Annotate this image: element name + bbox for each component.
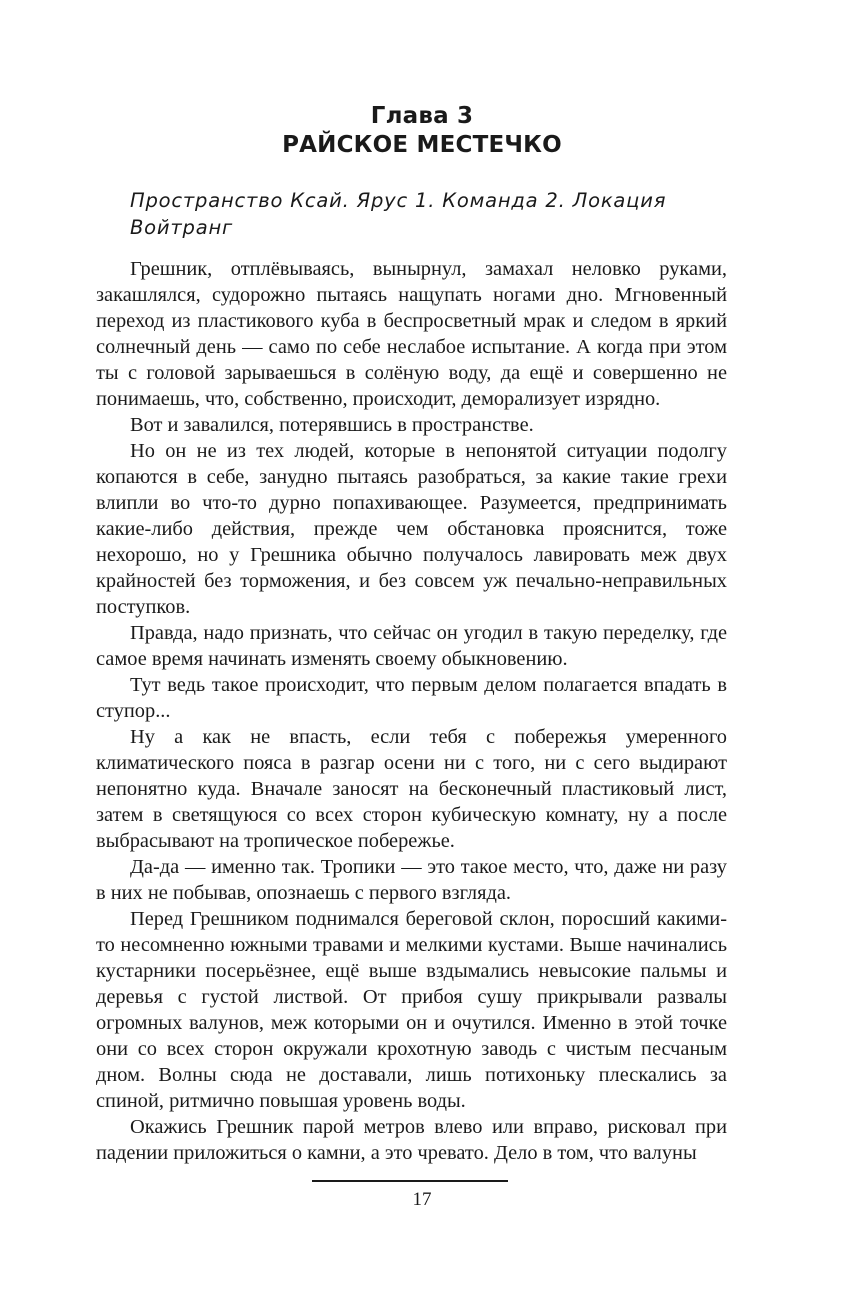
paragraph: Но он не из тех людей, которые в непонятой ситуации подолгу копаются в себе, занудно пытаясь разобраться, за какие такие грехи влипли во что-то дурно попахивающее. Разумеется, предпринимать какие-либо действия, прежде чем обстановка прояснится, тоже нехорошо, но у Грешника обычно получалось лавировать меж двух крайностей без торможения, и без совсем уж печально-неправильных поступков. [96, 440, 727, 618]
paragraph: Правда, надо признать, что сейчас он угодил в такую переделку, где самое время начинать изменять своему обыкновению. [96, 622, 727, 670]
location-subtitle: Пространство Ксай. Ярус 1. Команда 2. Локация Войтранг [130, 189, 667, 239]
paragraph: Да-да — именно так. Тропики — это такое место, что, даже ни разу в них не побывав, опознаешь с первого взгляда. [96, 856, 727, 904]
paragraph: Вот и завалился, потерявшись в пространстве. [130, 414, 534, 436]
paragraph: Перед Грешником поднимался береговой склон, поросший какими-то несомненно южными травами и мелкими кустами. Выше начинались кустарники посерьёзнее, ещё выше вздымались невысокие пальмы и деревья с густой листвой. От прибоя сушу прикрывали развалы огромных валунов, меж которыми он и очутился. Именно в этой точке они со всех сторон окружали крохотную заводь с чистым песчаным дном. Волны сюда не доставали, лишь потихоньку плескались за спиной, ритмично повышая уровень воды. [96, 908, 727, 1112]
chapter-title: РАЙСКОЕ МЕСТЕЧКО [282, 132, 562, 158]
paragraph: Окажись Грешник парой метров влево или вправо, рисковал при падении приложиться о камни, а это чревато. Дело в том, что валуны [96, 1116, 727, 1164]
chapter-body [96, 256, 727, 1166]
footer-rule [312, 1180, 508, 1182]
paragraph: Ну а как не впасть, если тебя с побережья умеренного климатического пояса в разгар осени ни с того, ни с сего выдирают непонятно куда. Вначале заносят на бесконечный пластиковый лист, затем в светящуюся со всех сторон кубическую комнату, ну а после выбрасывают на тропическое побережье. [96, 726, 727, 852]
paragraph: Тут ведь такое происходит, что первым делом полагается впадать в ступор... [96, 674, 727, 722]
page-number: 17 [412, 1189, 432, 1210]
chapter-number: Глава 3 [370, 103, 474, 129]
paragraph: Грешник, отплёвываясь, вынырнул, замахал неловко руками, закашлялся, судорожно пытаясь нащупать ногами дно. Мгновенный переход из пластикового куба в беспросветный мрак и следом в яркий солнечный день — само по себе неслабое испытание. А когда при этом ты с головой зарываешься в солёную воду, да ещё и совершенно не понимаешь, что, собственно, происходит, деморализует изрядно. [96, 258, 727, 410]
